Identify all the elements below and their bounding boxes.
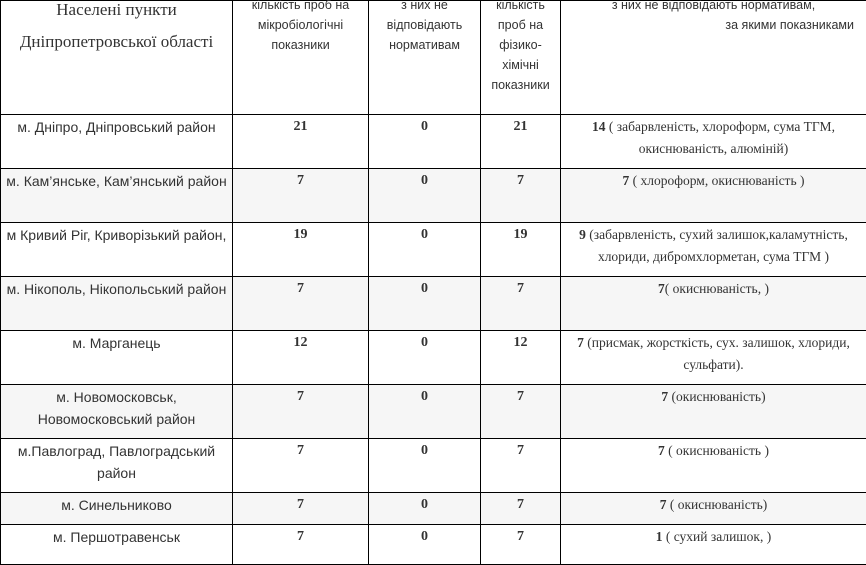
- settlement-name: м. Кам’янське, Кам’янський район: [1, 169, 233, 223]
- table-row: [1, 223, 866, 277]
- indicator-list: (окиснюваність): [668, 389, 765, 404]
- table-header-row: [1, 1, 866, 115]
- indicator-list: ( окиснюваність, ): [665, 281, 769, 296]
- micro-noncompliant-value: 0: [369, 115, 481, 169]
- physchem-samples-value: 7: [481, 169, 561, 223]
- micro-noncompliant-value: 0: [369, 493, 481, 525]
- table-row: [1, 439, 866, 493]
- noncompliant-indicators: [561, 223, 866, 277]
- micro-samples-value: 7: [233, 525, 369, 565]
- micro-noncompliant-value: 0: [369, 331, 481, 385]
- noncompliant-indicators: [561, 331, 866, 385]
- table-row: [1, 385, 866, 439]
- indicator-list: ( окиснюваність ): [665, 443, 769, 458]
- header-micro-samples: [233, 1, 369, 115]
- settlement-name: м. Синельниково: [1, 493, 233, 525]
- micro-samples-value: 7: [233, 385, 369, 439]
- noncompliant-indicators: [561, 385, 866, 439]
- settlement-name: м. Дніпро, Дніпровський район: [1, 115, 233, 169]
- noncompliant-indicators: [561, 439, 866, 493]
- header-physchem-noncompliant-line1: з них не відповідають нормативам,: [561, 0, 866, 15]
- micro-samples-value: 7: [233, 277, 369, 331]
- indicator-list: ( сухий залишок, ): [663, 529, 772, 544]
- table-row: [1, 493, 866, 525]
- micro-noncompliant-value: 0: [369, 439, 481, 493]
- noncompliant-count: 7: [658, 281, 665, 296]
- noncompliant-count: 7: [661, 389, 668, 404]
- settlement-name: м Кривий Ріг, Криворізький район,: [1, 223, 233, 277]
- micro-samples-value: 7: [233, 439, 369, 493]
- table-row: [1, 169, 866, 223]
- noncompliant-count: 9: [579, 227, 586, 242]
- physchem-samples-value: 21: [481, 115, 561, 169]
- noncompliant-indicators: [561, 169, 866, 223]
- micro-samples-value: 12: [233, 331, 369, 385]
- physchem-samples-value: 12: [481, 331, 561, 385]
- header-physchem-samples-text: кількість проб на фізико-хімічні показники: [481, 0, 560, 95]
- noncompliant-count: 7: [660, 497, 667, 512]
- micro-samples-value: 7: [233, 169, 369, 223]
- settlement-name: м. Першотравенськ: [1, 525, 233, 565]
- header-settlements-line2: Дніпропетровської області: [1, 27, 232, 57]
- micro-noncompliant-value: 0: [369, 223, 481, 277]
- settlement-name: м. Нікополь, Нікопольський район: [1, 277, 233, 331]
- micro-samples-value: 19: [233, 223, 369, 277]
- noncompliant-count: 7: [577, 335, 584, 350]
- noncompliant-count: 1: [656, 529, 663, 544]
- noncompliant-count: 7: [658, 443, 665, 458]
- indicator-list: ( хлороформ, окиснюваність ): [629, 173, 804, 188]
- header-micro-samples-text: кількість проб на мікробіологічні показники: [233, 0, 368, 55]
- header-micro-noncompliant: [369, 1, 481, 115]
- settlement-name: м. Марганець: [1, 331, 233, 385]
- micro-noncompliant-value: 0: [369, 525, 481, 565]
- header-physchem-samples: [481, 1, 561, 115]
- physchem-samples-value: 7: [481, 525, 561, 565]
- table-row: [1, 331, 866, 385]
- header-physchem-noncompliant-line2: за якими показниками: [561, 15, 866, 35]
- micro-noncompliant-value: 0: [369, 169, 481, 223]
- header-micro-noncompliant-text: з них не відповідають нормативам: [369, 0, 480, 55]
- indicator-list: ( окиснюваність): [666, 497, 767, 512]
- micro-samples-value: 7: [233, 493, 369, 525]
- physchem-samples-value: 7: [481, 493, 561, 525]
- settlement-name: м. Новомосковськ, Новомосковський район: [1, 385, 233, 439]
- noncompliant-count: 14: [592, 119, 606, 134]
- physchem-samples-value: 7: [481, 277, 561, 331]
- physchem-samples-value: 7: [481, 385, 561, 439]
- noncompliant-indicators: [561, 493, 866, 525]
- micro-noncompliant-value: 0: [369, 385, 481, 439]
- micro-noncompliant-value: 0: [369, 277, 481, 331]
- physchem-samples-value: 19: [481, 223, 561, 277]
- noncompliant-count: 7: [623, 173, 630, 188]
- header-settlements: [1, 1, 233, 115]
- table-row: [1, 277, 866, 331]
- header-physchem-noncompliant: [561, 1, 866, 115]
- physchem-samples-value: 7: [481, 439, 561, 493]
- settlement-name: м.Павлоград, Павлоградський район: [1, 439, 233, 493]
- noncompliant-indicators: [561, 277, 866, 331]
- indicator-list: ( забарвленість, хлороформ, сума ТГМ, окиснюваність, алюміній): [606, 119, 835, 156]
- noncompliant-indicators: [561, 115, 866, 169]
- table-row: [1, 525, 866, 565]
- header-settlements-line1: Населені пункти: [1, 0, 232, 25]
- indicator-list: (забарвленість, сухий залишок,каламутність, хлориди, дибромхлорметан, сума ТГМ ): [586, 227, 848, 264]
- noncompliant-indicators: [561, 525, 866, 565]
- table-row: [1, 115, 866, 169]
- micro-samples-value: 21: [233, 115, 369, 169]
- indicator-list: (присмак, жорсткість, сух. залишок, хлориди, сульфати).: [584, 335, 850, 372]
